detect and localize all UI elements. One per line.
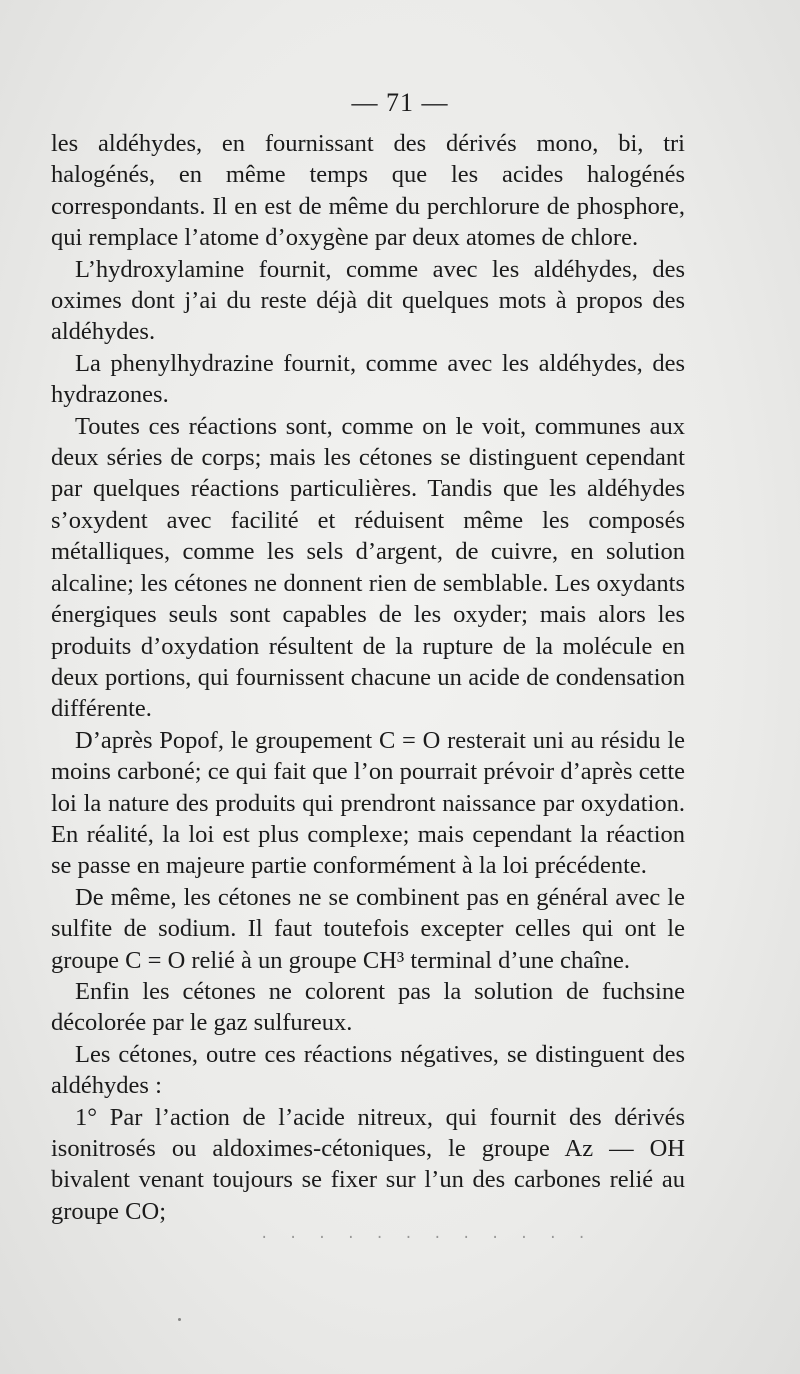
paragraph-phenylhydrazine: La phenylhydrazine fournit, comme avec les aldéhydes, des hydrazones. — [51, 349, 685, 409]
body-text — [51, 128, 685, 1227]
page-number: — 71 — — [351, 88, 449, 117]
bleed-through-marks: . . . . . . . . . . . . — [260, 1226, 592, 1242]
paragraph-reactions: Toutes ces réactions sont, comme on le voit, communes aux deux séries de corps; mais les cétones se distinguent cependant par quelques réactions particulières. Tandis que les aldéhydes s’oxydent avec facilité et réduisent même les composés métalliques, comme les sels d’argent, de cuivre, en solution alcaline; les cétones ne donnent rien de semblable. Les oxydants énergiques seuls sont capables de les oxyder; mais alors les produits d’oxydation résultent de la rupture de la molécule en deux portions, qui fournissent chacune un acide de condensation différente. — [51, 412, 685, 723]
paragraph-continuation: les aldéhydes, en fournissant des dérivés mono, bi, tri halogénés, en même temps que les acides halogénés correspondants. Il en est de même du perchlorure de phosphore, qui remplace l’atome d’oxygène par deux atomes de chlore. — [51, 130, 685, 252]
paper-speck — [178, 1318, 181, 1321]
paragraph-popof: D’après Popof, le groupement C = O resterait uni au résidu le moins carboné; ce qui fait que l’on pourrait prévoir d’après cette loi la nature des produits qui prendront naissance par oxydation. En réalité, la loi est plus complexe; mais cependant la réaction se passe en majeure partie conformément à la loi précédente. — [51, 726, 685, 880]
paragraph-fuchsine: Enfin les cétones ne colorent pas la solution de fuchsine décolorée par le gaz sulfureux. — [51, 977, 685, 1037]
paragraph-distinguish: Les cétones, outre ces réactions négatives, se distinguent des aldéhydes : — [51, 1040, 685, 1100]
paragraph-nitrous-acid: 1° Par l’action de l’acide nitreux, qui fournit des dérivés isonitrosés ou aldoximes-cétoniques, le groupe Az — OH bivalent venant toujours se fixer sur l’un des carbones relié au groupe CO; — [51, 1103, 685, 1225]
paragraph-sulfite: De même, les cétones ne se combinent pas en général avec le sulfite de sodium. Il faut toutefois excepter celles qui ont le groupe C = O relié à un groupe CH³ terminal d’une chaîne. — [51, 883, 685, 974]
paragraph-hydroxylamine: L’hydroxylamine fournit, comme avec les aldéhydes, des oximes dont j’ai du reste déjà dit quelques mots à propos des aldéhydes. — [51, 255, 685, 346]
